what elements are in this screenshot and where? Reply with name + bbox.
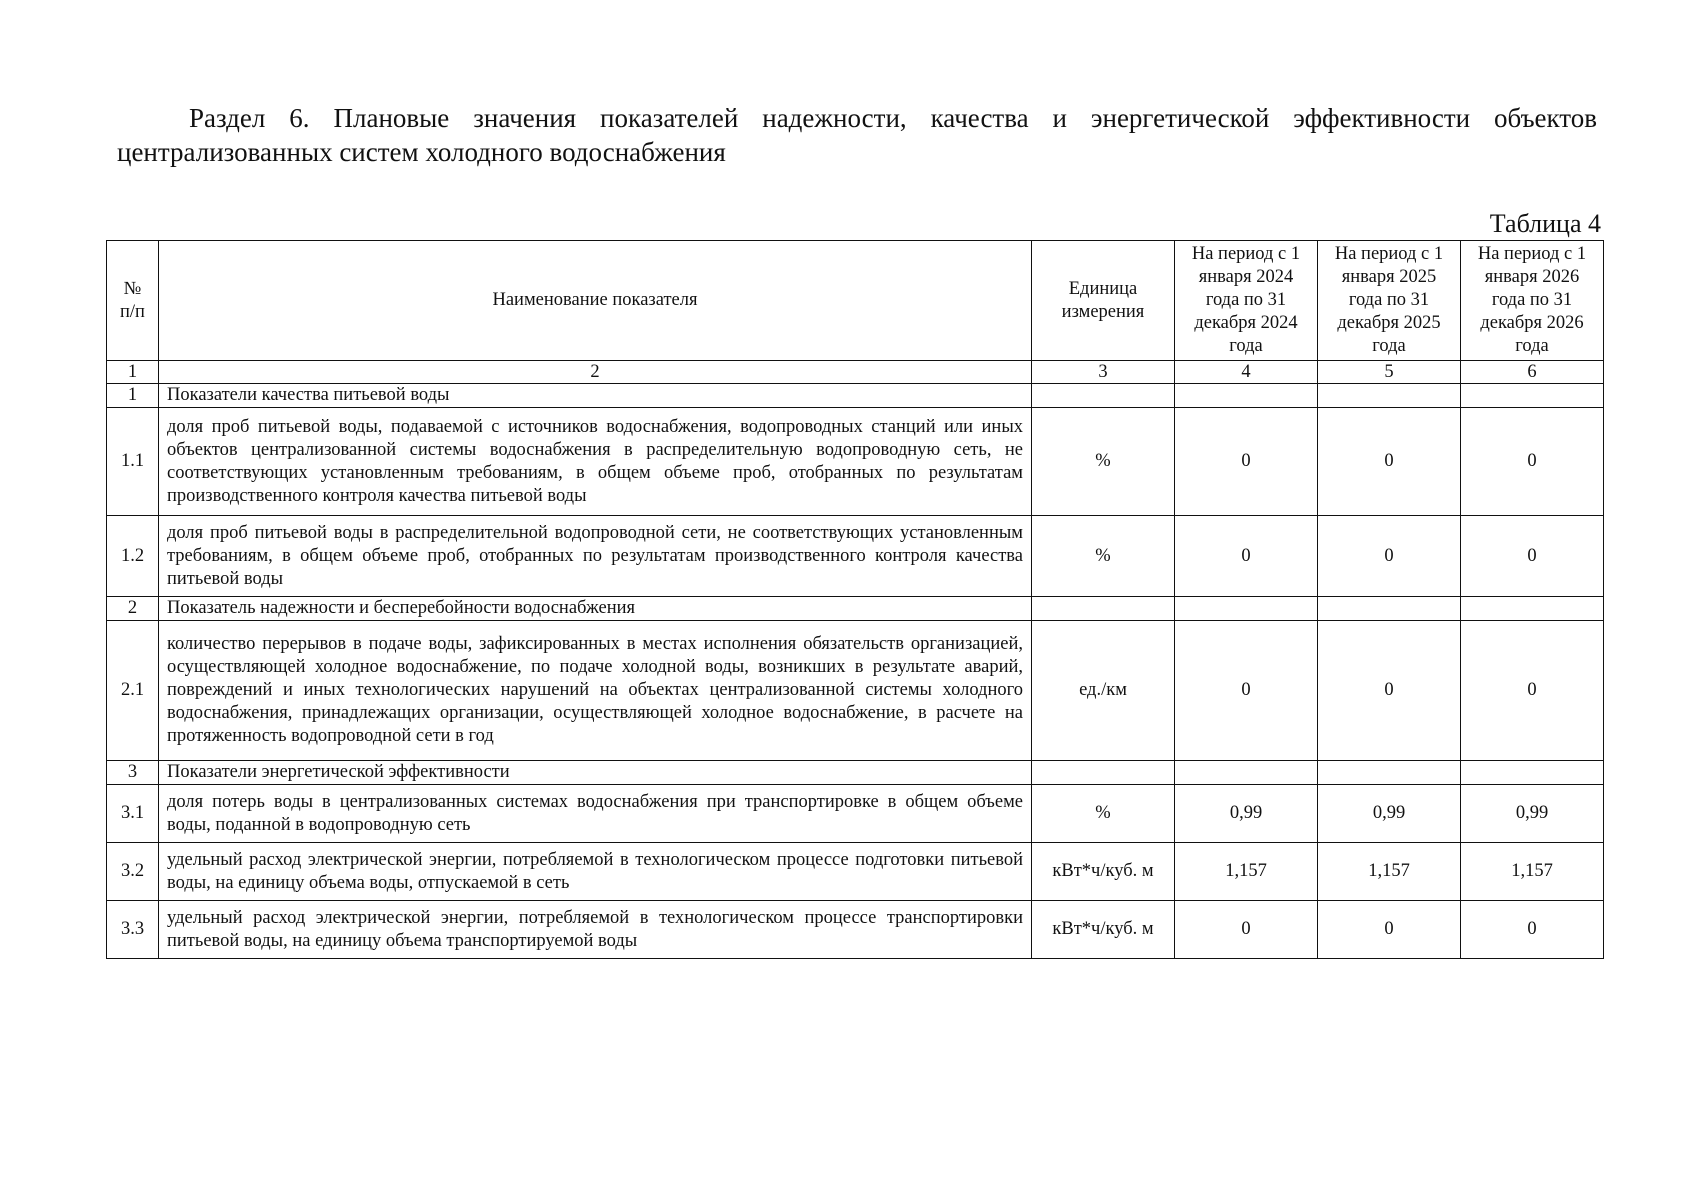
value-2026: 0 — [1461, 621, 1604, 761]
row-number: 3.1 — [107, 785, 159, 843]
section-number: 2 — [107, 597, 159, 621]
section-title: Показатели качества питьевой воды — [159, 384, 1032, 408]
section-number: 3 — [107, 761, 159, 785]
section-heading-line-2: централизованных систем холодного водоснабжения — [117, 137, 726, 167]
value-2024: 0 — [1175, 408, 1318, 516]
table-row — [107, 901, 1604, 959]
unit-cell: кВт*ч/куб. м — [1032, 901, 1175, 959]
value-2024: 0,99 — [1175, 785, 1318, 843]
header-unit: Единица измерения — [1032, 241, 1175, 361]
section-number: 1 — [107, 384, 159, 408]
row-number: 3.3 — [107, 901, 159, 959]
header-period-2026: На период с 1 января 2026 года по 31 декабря 2026 года — [1461, 241, 1604, 361]
value-2025: 0,99 — [1318, 785, 1461, 843]
indicator-name: удельный расход электрической энергии, потребляемой в технологическом процессе транспортировки питьевой воды, на единицу объема транспортируемой воды — [159, 901, 1032, 959]
column-number: 2 — [159, 361, 1032, 384]
column-number: 1 — [107, 361, 159, 384]
header-num: № п/п — [107, 241, 159, 361]
column-number: 5 — [1318, 361, 1461, 384]
row-number: 1.2 — [107, 516, 159, 597]
section-row — [107, 597, 1604, 621]
indicator-name: количество перерывов в подаче воды, зафиксированных в местах исполнения обязательств организацией, осуществляющей холодное водоснабжение, по подаче холодной воды, возникших в результате аварий, повреждений и иных технологических нарушений на объектах централизованной системы холодного водоснабжения, принадлежащих организации, осуществляющей холодное водоснабжение, в расчете на протяженность водопроводной сети в год — [159, 621, 1032, 761]
indicators-table — [106, 240, 1604, 959]
section-title: Показатели энергетической эффективности — [159, 761, 1032, 785]
indicator-name: доля проб питьевой воды в распределительной водопроводной сети, не соответствующих установленным требованиям, в общем объеме проб, отобранных по результатам производственного контроля качества питьевой воды — [159, 516, 1032, 597]
value-2024: 1,157 — [1175, 843, 1318, 901]
indicator-name: доля потерь воды в централизованных системах водоснабжения при транспортировке в общем объеме воды, поданной в водопроводную сеть — [159, 785, 1032, 843]
header-name: Наименование показателя — [159, 241, 1032, 361]
value-2024: 0 — [1175, 901, 1318, 959]
section-title: Показатель надежности и бесперебойности водоснабжения — [159, 597, 1032, 621]
value-2024: 0 — [1175, 516, 1318, 597]
table-caption: Таблица 4 — [1489, 209, 1601, 238]
unit-cell: кВт*ч/куб. м — [1032, 843, 1175, 901]
section-heading — [117, 101, 1597, 169]
table-row — [107, 785, 1604, 843]
value-2025: 0 — [1318, 621, 1461, 761]
unit-cell: % — [1032, 516, 1175, 597]
section-heading-line-1: Раздел 6. Плановые значения показателей надежности, качества и энергетической эффективности объектов — [189, 103, 1597, 133]
value-2025: 0 — [1318, 901, 1461, 959]
column-number: 6 — [1461, 361, 1604, 384]
value-2026: 0,99 — [1461, 785, 1604, 843]
unit-cell: ед./км — [1032, 621, 1175, 761]
row-number: 1.1 — [107, 408, 159, 516]
header-period-2024: На период с 1 января 2024 года по 31 декабря 2024 года — [1175, 241, 1318, 361]
column-number-row — [107, 361, 1604, 384]
section-row — [107, 761, 1604, 785]
unit-cell: % — [1032, 408, 1175, 516]
column-number: 4 — [1175, 361, 1318, 384]
row-number: 2.1 — [107, 621, 159, 761]
header-period-2025: На период с 1 января 2025 года по 31 декабря 2025 года — [1318, 241, 1461, 361]
table-row — [107, 843, 1604, 901]
value-2024: 0 — [1175, 621, 1318, 761]
value-2025: 0 — [1318, 516, 1461, 597]
table-row — [107, 621, 1604, 761]
column-number: 3 — [1032, 361, 1175, 384]
value-2026: 0 — [1461, 901, 1604, 959]
section-row — [107, 384, 1604, 408]
indicator-name: удельный расход электрической энергии, потребляемой в технологическом процессе подготовки питьевой воды, на единицу объема воды, отпускаемой в сеть — [159, 843, 1032, 901]
table-row — [107, 408, 1604, 516]
row-number: 3.2 — [107, 843, 159, 901]
table-row — [107, 516, 1604, 597]
indicator-name: доля проб питьевой воды, подаваемой с источников водоснабжения, водопроводных станций или иных объектов централизованной системы водоснабжения в распределительную водопроводную сеть, не соответствующих установленным требованиям, в общем объеме проб, отобранных по результатам производственного контроля качества питьевой воды — [159, 408, 1032, 516]
value-2026: 1,157 — [1461, 843, 1604, 901]
header-row — [107, 241, 1604, 361]
value-2025: 0 — [1318, 408, 1461, 516]
value-2026: 0 — [1461, 408, 1604, 516]
value-2026: 0 — [1461, 516, 1604, 597]
value-2025: 1,157 — [1318, 843, 1461, 901]
unit-cell: % — [1032, 785, 1175, 843]
